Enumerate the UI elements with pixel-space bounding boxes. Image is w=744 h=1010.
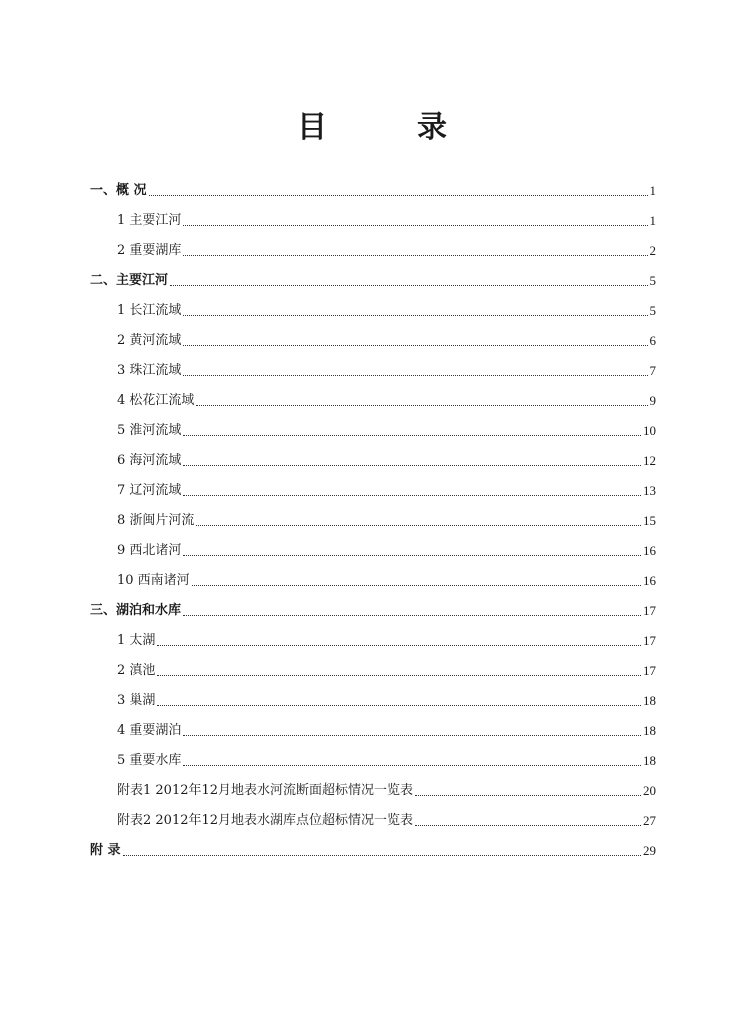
dot-leader — [415, 825, 641, 826]
dot-leader — [183, 555, 641, 556]
toc-entry-taihu[interactable] — [117, 627, 656, 649]
toc-entry-label: 5 重要水库 — [117, 753, 182, 768]
toc-page-number: 2 — [649, 243, 656, 258]
toc-page-number: 29 — [643, 843, 656, 858]
dot-leader — [123, 855, 641, 856]
dot-leader — [157, 705, 641, 706]
toc-entry-label: 3 珠江流域 — [117, 363, 182, 378]
dot-leader — [415, 795, 641, 796]
toc-entry-appendix-table-1[interactable] — [117, 777, 656, 799]
dot-leader — [196, 405, 647, 406]
toc-entry-label: 2 重要湖库 — [117, 243, 182, 258]
toc-entry-yangtze[interactable] — [117, 297, 656, 319]
toc-entry-northwest-rivers[interactable] — [117, 537, 656, 559]
dot-leader — [183, 735, 641, 736]
toc-page-number: 16 — [643, 543, 656, 558]
toc-entry-hai-river[interactable] — [117, 447, 656, 469]
toc-page-number: 17 — [643, 633, 656, 648]
toc-entry-label: 4 重要湖泊 — [117, 723, 182, 738]
toc-page-number: 6 — [649, 333, 656, 348]
toc-entry-label: 10 西南诸河 — [117, 573, 190, 588]
toc-entry-liao-river[interactable] — [117, 477, 656, 499]
toc-entry-label: 三、湖泊和水库 — [90, 603, 182, 618]
toc-page-number: 13 — [643, 483, 656, 498]
toc-page-number: 17 — [643, 663, 656, 678]
toc-entry-overview[interactable] — [90, 177, 656, 199]
toc-entry-label: 附表1 2012年12月地表水河流断面超标情况一览表 — [117, 783, 414, 798]
toc-entry-label: 9 西北诸河 — [117, 543, 182, 558]
toc-entry-songhua-river[interactable] — [117, 387, 656, 409]
toc-entry-lakes-and-reservoirs[interactable] — [90, 597, 656, 619]
dot-leader — [157, 675, 641, 676]
toc-entry-pearl-river[interactable] — [117, 357, 656, 379]
toc-entry-label: 6 海河流域 — [117, 453, 182, 468]
toc-entry-yellow-river[interactable] — [117, 327, 656, 349]
toc-entry-label: 3 巢湖 — [117, 693, 156, 708]
dot-leader — [183, 225, 647, 226]
dot-leader — [149, 195, 648, 196]
toc-entry-huai-river[interactable] — [117, 417, 656, 439]
toc-entry-label: 1 主要江河 — [117, 213, 182, 228]
toc-page-number: 15 — [643, 513, 656, 528]
toc-entry-main-rivers[interactable] — [90, 267, 656, 289]
toc-page-number: 18 — [643, 753, 656, 768]
dot-leader — [183, 615, 641, 616]
dot-leader — [183, 255, 647, 256]
toc-page-number: 1 — [649, 183, 656, 198]
toc-entry-label: 5 淮河流域 — [117, 423, 182, 438]
toc-entry-label: 1 太湖 — [117, 633, 156, 648]
dot-leader — [183, 495, 641, 496]
toc-entry-southwest-rivers[interactable] — [117, 567, 656, 589]
toc-entry-main-rivers-summary[interactable] — [117, 207, 656, 229]
toc-page-number: 5 — [649, 303, 656, 318]
dot-leader — [170, 285, 647, 286]
toc-entry-label: 1 长江流域 — [117, 303, 182, 318]
dot-leader — [192, 585, 641, 586]
dot-leader — [196, 525, 641, 526]
dot-leader — [183, 345, 647, 346]
dot-leader — [183, 435, 641, 436]
toc-page-number: 20 — [643, 783, 656, 798]
toc-entry-label: 7 辽河流域 — [117, 483, 182, 498]
toc-page-number: 10 — [643, 423, 656, 438]
dot-leader — [183, 765, 641, 766]
toc-entry-label: 一、概 况 — [90, 183, 147, 198]
toc-entry-label: 8 浙闽片河流 — [117, 513, 195, 528]
page-title: 目 录 — [297, 110, 477, 145]
toc-entry-label: 二、主要江河 — [90, 273, 169, 288]
toc-entry-label: 2 黄河流域 — [117, 333, 182, 348]
toc-entry-key-reservoirs[interactable] — [117, 747, 656, 769]
toc-entry-appendix-table-2[interactable] — [117, 807, 656, 829]
toc-page-number: 17 — [643, 603, 656, 618]
toc-entry-label: 4 松花江流域 — [117, 393, 195, 408]
toc-page-number: 1 — [649, 213, 656, 228]
toc-page-number: 27 — [643, 813, 656, 828]
toc-page-number: 9 — [649, 393, 656, 408]
toc-page-number: 12 — [643, 453, 656, 468]
toc-entry-label: 2 滇池 — [117, 663, 156, 678]
toc-page-number: 18 — [643, 693, 656, 708]
toc-entry-label: 附 录 — [90, 843, 121, 858]
toc-page-number: 5 — [649, 273, 656, 288]
toc-entry-zhemin-rivers[interactable] — [117, 507, 656, 529]
dot-leader — [183, 465, 641, 466]
toc-entry-key-lakes[interactable] — [117, 717, 656, 739]
dot-leader — [183, 375, 647, 376]
toc-page-number: 7 — [649, 363, 656, 378]
toc-entry-label: 附表2 2012年12月地表水湖库点位超标情况一览表 — [117, 813, 414, 828]
toc-entry-dianchi[interactable] — [117, 657, 656, 679]
dot-leader — [157, 645, 641, 646]
toc-page-number: 16 — [643, 573, 656, 588]
toc-entry-key-lakes-summary[interactable] — [117, 237, 656, 259]
dot-leader — [183, 315, 647, 316]
toc-entry-appendix[interactable] — [90, 837, 656, 859]
toc-entry-chaohu[interactable] — [117, 687, 656, 709]
toc-page-number: 18 — [643, 723, 656, 738]
